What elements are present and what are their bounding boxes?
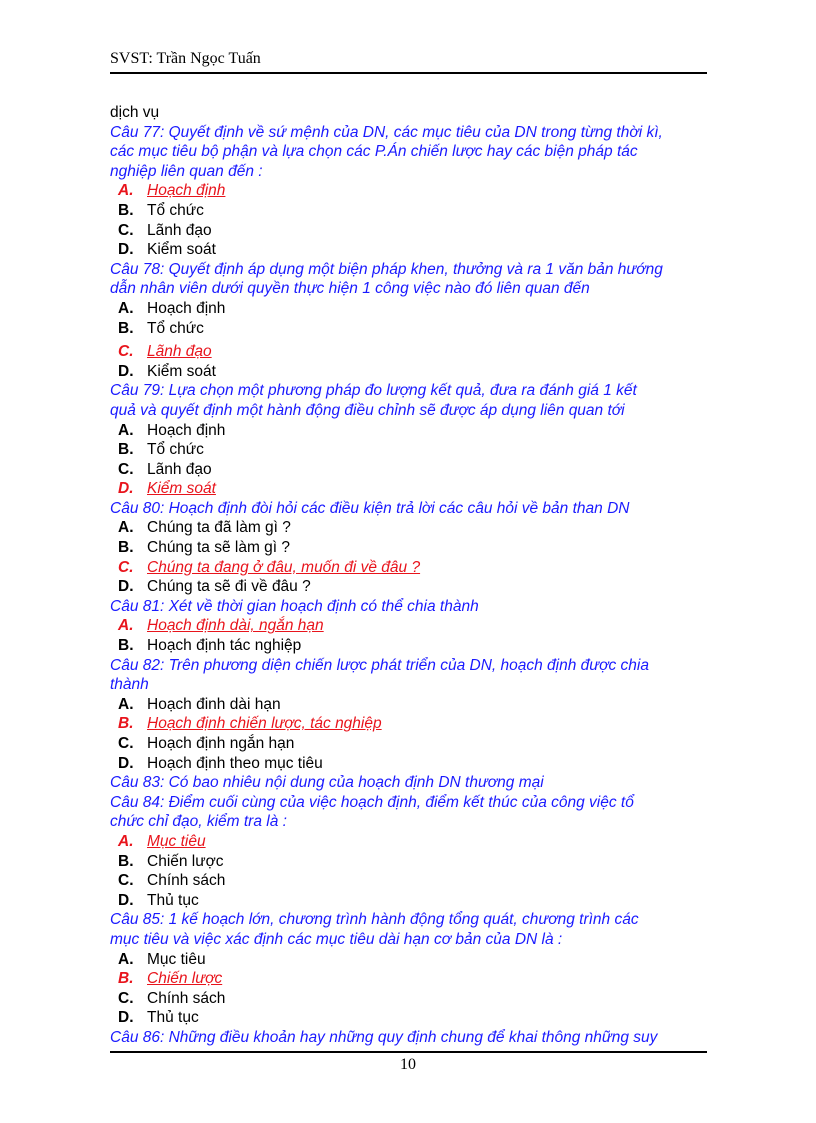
- header-divider: [110, 72, 707, 74]
- option-text: Mục tiêu: [147, 950, 206, 968]
- option-text: Chính sách: [147, 989, 226, 1007]
- option-text: Thủ tục: [147, 1009, 199, 1027]
- option-letter: A.: [118, 182, 134, 200]
- option-letter: C.: [118, 343, 134, 361]
- option-text: Lãnh đạo: [147, 343, 212, 361]
- option-letter: D.: [118, 754, 134, 772]
- answer-option: [110, 319, 710, 339]
- option-letter: D.: [118, 480, 134, 498]
- question-text-line: các mục tiêu bộ phận và lựa chọn các P.Án chiến lược hay các biện pháp tác: [110, 143, 638, 161]
- option-letter: D.: [118, 362, 134, 380]
- option-text: Chúng ta sẽ đi về đâu ?: [147, 578, 311, 596]
- answer-option-correct: [110, 969, 710, 989]
- option-letter: A.: [118, 519, 134, 537]
- option-letter: C.: [118, 460, 134, 478]
- option-letter: C.: [118, 735, 134, 752]
- option-text: Tổ chức: [147, 319, 204, 337]
- option-letter: B.: [118, 201, 134, 219]
- option-letter: C.: [118, 872, 134, 890]
- question-text-line: Câu 81: Xét về thời gian hoạch định có thể chia thành: [110, 597, 479, 615]
- option-text: Thủ tục: [147, 891, 199, 909]
- answer-option-correct: [110, 616, 710, 636]
- answer-option: [110, 240, 710, 260]
- answer-option: [110, 577, 710, 597]
- option-letter: C.: [118, 558, 134, 576]
- option-letter: A.: [118, 617, 134, 635]
- question-text-line: Câu 77: Quyết định về sứ mệnh của DN, các mục tiêu của DN trong từng thời kì,: [110, 123, 663, 141]
- question-text-line: dẫn nhân viên dưới quyền thực hiện 1 công việc nào đó liên quan đến: [110, 280, 590, 298]
- page-number: 10: [400, 1056, 416, 1073]
- question-text-line: thành: [110, 676, 149, 694]
- option-text: Chiến lược: [147, 970, 223, 988]
- answer-option: [110, 1008, 710, 1028]
- answer-option: [110, 201, 710, 221]
- option-text: Hoạch định tác nghiệp: [147, 637, 302, 655]
- question-text-line: mục tiêu và việc xác định các mục tiêu dài hạn cơ bản của DN là :: [110, 930, 563, 948]
- option-text: Lãnh đạo: [147, 221, 212, 239]
- answer-option: [110, 421, 710, 441]
- option-text: Tổ chức: [147, 441, 204, 459]
- option-text: Hoạch định: [147, 299, 226, 317]
- text-line: dịch vụ: [110, 104, 160, 121]
- option-text: Lãnh đạo: [147, 460, 212, 478]
- answer-option-correct: [110, 558, 710, 578]
- option-text: Hoạch định chiến lược, tác nghiệp: [147, 715, 382, 733]
- option-text: Hoạch định theo mục tiêu: [147, 754, 323, 772]
- answer-option: [110, 950, 710, 970]
- answer-option: [110, 695, 710, 715]
- answer-option: [110, 871, 710, 891]
- answer-option-correct: [110, 181, 710, 201]
- question-text-line: nghiệp liên quan đến :: [110, 162, 263, 180]
- option-text: Kiểm soát: [147, 241, 216, 259]
- answer-option: [110, 299, 710, 319]
- page-header: SVST: Trần Ngọc Tuấn: [110, 50, 261, 67]
- answer-option: [110, 362, 710, 382]
- answer-option: [110, 989, 710, 1009]
- option-text: Chúng ta đang ở đâu, muốn đi về đâu ?: [147, 558, 421, 576]
- answer-option-correct: [110, 832, 710, 852]
- option-letter: A.: [118, 421, 134, 439]
- option-text: Chúng ta đã làm gì ?: [147, 519, 291, 537]
- question-text-line: Câu 78: Quyết định áp dụng một biện pháp khen, thưởng và ra 1 văn bản hướng: [110, 260, 663, 278]
- option-text: Chiến lược: [147, 852, 224, 870]
- option-letter: B.: [118, 539, 134, 557]
- question-text-line: Câu 84: Điểm cuối cùng của việc hoạch định, điểm kết thúc của công việc tổ: [110, 793, 634, 811]
- option-text: Kiểm soát: [147, 480, 216, 498]
- option-text: Mục tiêu: [147, 832, 206, 850]
- option-letter: B.: [118, 715, 134, 733]
- option-letter: D.: [118, 891, 134, 909]
- option-text: Chúng ta sẽ làm gì ?: [147, 539, 291, 557]
- option-letter: B.: [118, 852, 134, 870]
- answer-option-correct: [110, 714, 710, 734]
- answer-option-correct: [110, 342, 710, 362]
- option-text: Hoạch định dài, ngắn hạn: [147, 617, 324, 635]
- option-text: Hoạch định ngắn hạn: [147, 735, 295, 752]
- option-letter: B.: [118, 637, 134, 655]
- option-letter: B.: [118, 970, 134, 988]
- option-letter: A.: [118, 695, 134, 713]
- option-letter: C.: [118, 989, 134, 1007]
- answer-option: [110, 460, 710, 480]
- option-letter: D.: [118, 578, 134, 596]
- document-body: [110, 103, 710, 1048]
- question-text-line: Câu 82: Trên phương diện chiến lược phát triển của DN, hoạch định được chia: [110, 656, 649, 674]
- option-text: Hoạch định: [147, 182, 226, 200]
- option-text: Hoạch đinh dài hạn: [147, 695, 281, 713]
- question-text-line: Câu 86: Những điều khoản hay những quy định chung để khai thông những suy: [110, 1028, 658, 1046]
- option-letter: B.: [118, 319, 134, 337]
- question-text-line: Câu 80: Hoạch định đòi hỏi các điều kiện trả lời các câu hỏi về bản than DN: [110, 499, 630, 517]
- question-text-line: Câu 79: Lựa chọn một phương pháp đo lượng kết quả, đưa ra đánh giá 1 kết: [110, 382, 637, 400]
- option-text: Tổ chức: [147, 201, 204, 219]
- question-text-line: chức chỉ đạo, kiểm tra là :: [110, 813, 287, 831]
- question-text-line: quả và quyết định một hành động điều chỉnh sẽ được áp dụng liên quan tới: [110, 401, 625, 419]
- option-text: Chính sách: [147, 872, 226, 890]
- answer-option: [110, 636, 710, 656]
- option-text: Hoạch định: [147, 421, 226, 439]
- answer-option: [110, 754, 710, 774]
- option-text: Kiểm soát: [147, 362, 216, 380]
- question-text-line: Câu 85: 1 kế hoạch lớn, chương trình hành động tổng quát, chương trình các: [110, 911, 639, 929]
- option-letter: A.: [118, 299, 134, 317]
- option-letter: D.: [118, 1009, 134, 1027]
- answer-option-correct: [110, 479, 710, 499]
- option-letter: A.: [118, 950, 134, 968]
- option-letter: C.: [118, 221, 134, 239]
- option-letter: B.: [118, 441, 134, 459]
- answer-option: [110, 734, 710, 754]
- option-letter: A.: [118, 832, 134, 850]
- footer-divider: [110, 1051, 707, 1053]
- option-letter: D.: [118, 241, 134, 259]
- answer-option: [110, 440, 710, 460]
- answer-option: [110, 221, 710, 241]
- answer-option: [110, 538, 710, 558]
- answer-option: [110, 852, 710, 872]
- question-text-line: Câu 83: Có bao nhiêu nội dung của hoạch định DN thương mại: [110, 774, 544, 792]
- answer-option: [110, 518, 710, 538]
- answer-option: [110, 891, 710, 911]
